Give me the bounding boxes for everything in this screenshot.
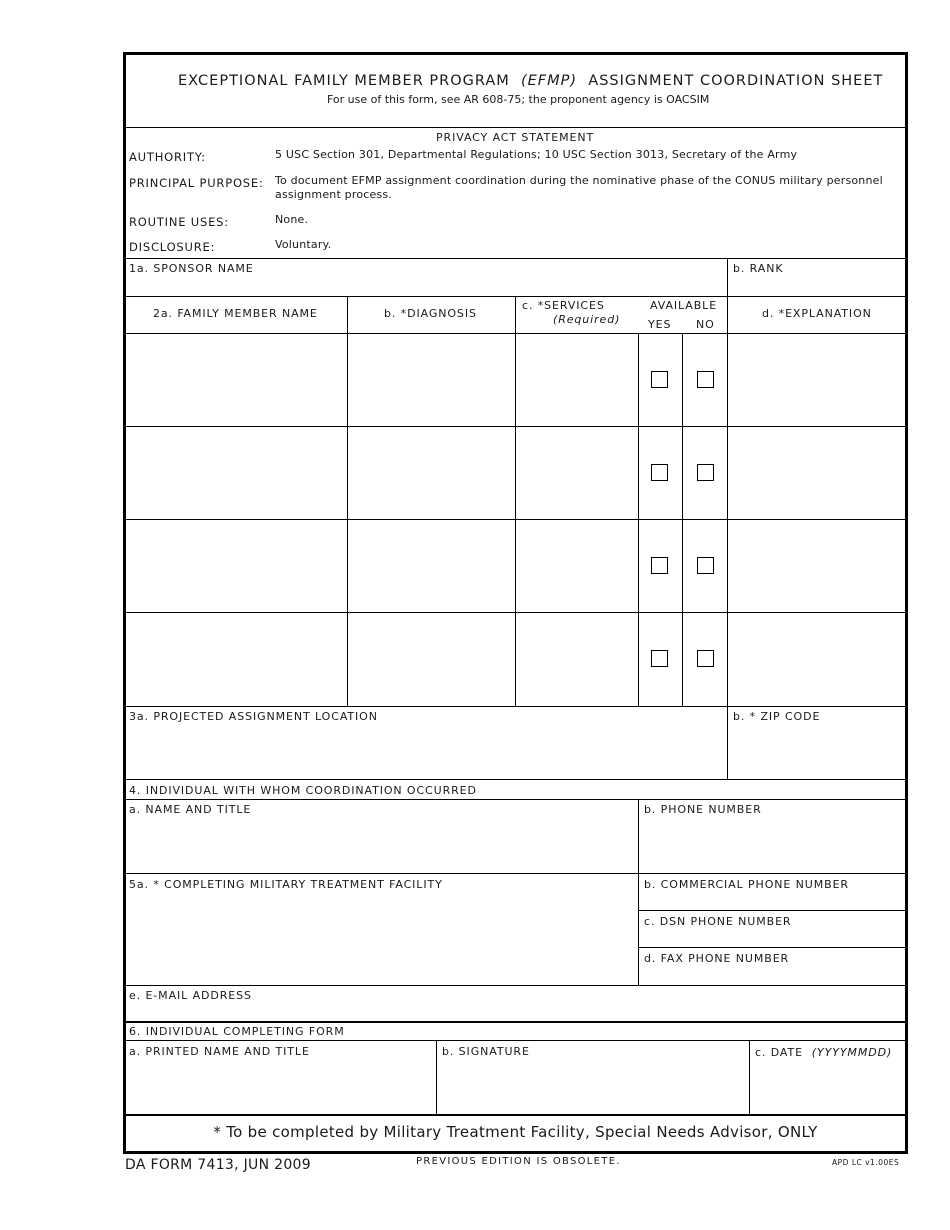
diagnosis-field[interactable] <box>348 334 514 425</box>
zip-code-field[interactable] <box>728 726 905 778</box>
family-member-name-field[interactable] <box>126 334 346 425</box>
divider <box>638 333 639 707</box>
disclosure-text: Voluntary. <box>275 238 332 251</box>
services-available-yes-checkbox[interactable] <box>651 464 668 481</box>
authority-label: AUTHORITY: <box>129 150 206 164</box>
form-version: APD LC v1.00ES <box>832 1158 900 1167</box>
family-member-name-field[interactable] <box>126 427 346 518</box>
form-number: DA FORM 7413, JUN 2009 <box>125 1157 311 1173</box>
date-label: c. DATE (YYYYMMDD) <box>755 1046 893 1059</box>
divider <box>638 947 906 948</box>
rank-field[interactable] <box>733 278 901 294</box>
services-available-no-checkbox[interactable] <box>697 557 714 574</box>
divider <box>125 1021 906 1023</box>
explanation-field[interactable] <box>728 427 905 518</box>
services-field[interactable] <box>516 613 637 705</box>
coordination-phone-field[interactable] <box>639 818 905 872</box>
explanation-field[interactable] <box>728 520 905 611</box>
uses-text: None. <box>275 213 309 226</box>
fax-phone-label: d. FAX PHONE NUMBER <box>644 952 790 965</box>
divider <box>682 333 683 707</box>
divider <box>638 910 906 911</box>
services-field[interactable] <box>516 334 637 425</box>
assignment-location-label: 3a. PROJECTED ASSIGNMENT LOCATION <box>129 710 378 723</box>
divider <box>125 1040 906 1041</box>
fax-phone-field[interactable] <box>639 967 905 983</box>
previous-edition-note: PREVIOUS EDITION IS OBSOLETE. <box>416 1156 621 1167</box>
services-available-no-checkbox[interactable] <box>697 650 714 667</box>
services-available-yes-checkbox[interactable] <box>651 650 668 667</box>
diagnosis-field[interactable] <box>348 427 514 518</box>
treatment-facility-field[interactable] <box>126 894 637 984</box>
commercial-phone-field[interactable] <box>639 893 905 909</box>
divider <box>727 258 728 296</box>
explanation-field[interactable] <box>728 334 905 425</box>
signature-label: b. SIGNATURE <box>442 1045 530 1058</box>
rank-label: b. RANK <box>733 262 784 275</box>
printed-name-field[interactable] <box>126 1061 435 1113</box>
services-available-no-checkbox[interactable] <box>697 371 714 388</box>
email-field[interactable] <box>126 1004 905 1020</box>
purpose-text: To document EFMP assignment coordination during the nominative phase of the CONUS military personnel assignment process. <box>275 174 883 201</box>
divider <box>125 779 906 780</box>
commercial-phone-label: b. COMMERCIAL PHONE NUMBER <box>644 878 849 891</box>
services-field[interactable] <box>516 427 637 518</box>
sponsor-name-label: 1a. SPONSOR NAME <box>129 262 254 275</box>
zip-code-label: b. * ZIP CODE <box>733 710 821 723</box>
purpose-label: PRINCIPAL PURPOSE: <box>129 176 264 190</box>
yes-label: YES <box>648 318 672 331</box>
treatment-facility-label: 5a. * COMPLETING MILITARY TREATMENT FACILITY <box>129 878 443 891</box>
assignment-location-field[interactable] <box>126 726 726 778</box>
services-available-no-checkbox[interactable] <box>697 464 714 481</box>
dsn-phone-label: c. DSN PHONE NUMBER <box>644 915 792 928</box>
available-label: AVAILABLE <box>650 299 718 312</box>
divider <box>125 873 906 874</box>
divider <box>125 706 906 707</box>
no-label: NO <box>696 318 715 331</box>
date-field[interactable] <box>750 1061 905 1113</box>
explanation-label: d. *EXPLANATION <box>762 307 872 320</box>
signature-field[interactable] <box>437 1061 748 1113</box>
services-available-yes-checkbox[interactable] <box>651 557 668 574</box>
divider <box>125 1114 906 1116</box>
privacy-heading: PRIVACY ACT STATEMENT <box>436 131 595 144</box>
family-member-name-field[interactable] <box>126 520 346 611</box>
services-label: c. *SERVICES <box>522 299 605 312</box>
uses-label: ROUTINE USES: <box>129 215 229 229</box>
explanation-field[interactable] <box>728 613 905 705</box>
family-member-name-field[interactable] <box>126 613 346 705</box>
divider <box>125 985 906 986</box>
form-subtitle: For use of this form, see AR 608-75; the proponent agency is OACSIM <box>327 93 710 106</box>
family-member-name-label: 2a. FAMILY MEMBER NAME <box>153 307 318 320</box>
disclosure-label: DISCLOSURE: <box>129 240 216 254</box>
coordination-heading: 4. INDIVIDUAL WITH WHOM COORDINATION OCCURRED <box>129 784 477 797</box>
sponsor-name-field[interactable] <box>129 278 719 294</box>
divider <box>125 127 906 128</box>
completing-individual-heading: 6. INDIVIDUAL COMPLETING FORM <box>129 1025 345 1038</box>
divider <box>125 799 906 800</box>
printed-name-label: a. PRINTED NAME AND TITLE <box>129 1045 310 1058</box>
email-label: e. E-MAIL ADDRESS <box>129 989 252 1002</box>
divider <box>125 258 906 259</box>
mtf-only-note: * To be completed by Military Treatment Facility, Special Needs Advisor, ONLY <box>213 1123 818 1141</box>
form-title: EXCEPTIONAL FAMILY MEMBER PROGRAM (EFMP) ASSIGNMENT COORDINATION SHEET <box>178 73 884 89</box>
coordination-name-field[interactable] <box>126 818 637 872</box>
services-available-yes-checkbox[interactable] <box>651 371 668 388</box>
diagnosis-label: b. *DIAGNOSIS <box>384 307 477 320</box>
coordination-phone-label: b. PHONE NUMBER <box>644 803 762 816</box>
coordination-name-label: a. NAME AND TITLE <box>129 803 252 816</box>
services-field[interactable] <box>516 520 637 611</box>
diagnosis-field[interactable] <box>348 520 514 611</box>
dsn-phone-field[interactable] <box>639 930 905 946</box>
services-required-label: (Required) <box>553 313 621 326</box>
authority-text: 5 USC Section 301, Departmental Regulations; 10 USC Section 3013, Secretary of the Army <box>275 148 798 161</box>
diagnosis-field[interactable] <box>348 613 514 705</box>
